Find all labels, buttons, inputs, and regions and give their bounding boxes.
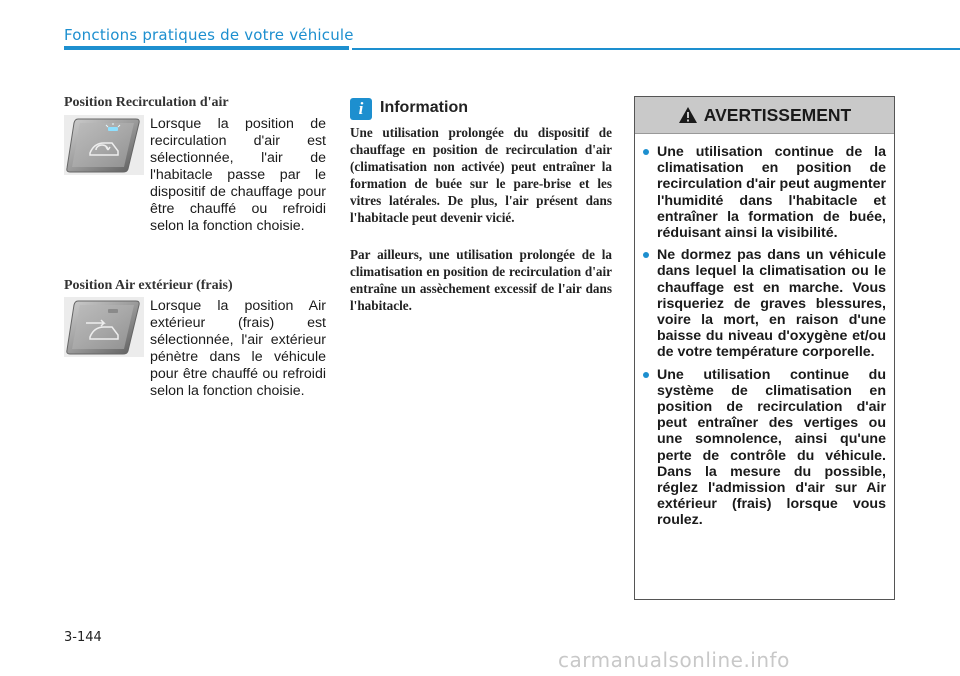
- warning-header: [635, 97, 894, 134]
- bullet-icon: [643, 252, 649, 258]
- outside-air-heading: Position Air extérieur (frais): [64, 278, 233, 293]
- header-rule-left: [64, 46, 349, 50]
- warning-box: [634, 96, 895, 600]
- outside-air-button-image: [64, 297, 144, 357]
- watermark: carmanualsonline.info: [558, 648, 790, 672]
- warning-item-text: Une utilisation continue de la climatisation en position de recirculation d'air peut augmenter l'humidité dans l'habitacle et entraîner la formation de buée, réduisant ainsi la visibilité.: [657, 144, 886, 242]
- outside-air-text: Lorsque la position Air extérieur (frais) est sélectionnée, l'air extérieur pénètre dans le véhicule pour être chauffé ou refroidi selon la fonction choisie.: [150, 298, 326, 399]
- bullet-icon: [643, 372, 649, 378]
- warning-item-text: Une utilisation continue du système de climatisation en position de recirculation d'air peut entraîner des vertiges ou une somnolence, ainsi qu'une perte de contrôle du véhicule. Dans la mesure du possible, réglez l'admission d'air sur Air extérieur (frais) lorsque vous roulez.: [657, 366, 886, 529]
- warning-title: AVERTISSEMENT: [703, 104, 852, 125]
- warning-item-text: Ne dormez pas dans un véhicule dans lequel la climatisation ou le chauffage est en marche. Vous risqueriez de graves blessures, voire la mort, en raison d'une baisse du niveau d'oxygène et/ou de votre température corporelle.: [657, 247, 886, 361]
- information-badge: i: [350, 98, 372, 120]
- information-paragraph: Une utilisation prolongée du dispositif de chauffage en position de recirculation d'air (climatisation non activée) peut entraîner la formation de buée sur le pare-brise et les vitres latérales. De plus, l'air présent dans l'habitacle peut devenir vicié.: [350, 125, 612, 225]
- information-paragraph: Par ailleurs, une utilisation prolongée de la climatisation en position de recirculation d'air entraîne un assèchement excessif de l'air dans l'habitacle.: [350, 247, 612, 313]
- header-title: Fonctions pratiques de votre véhicule: [64, 26, 354, 44]
- bullet-icon: [643, 149, 649, 155]
- information-title: Information: [380, 99, 468, 116]
- warning-triangle-icon: [678, 106, 698, 124]
- recirculation-heading: Position Recirculation d'air: [64, 95, 229, 110]
- warning-item: [643, 144, 886, 241]
- recirculation-button-image: [64, 115, 144, 175]
- warning-item: [643, 247, 886, 360]
- header-rule-right: [352, 48, 960, 50]
- recirculation-text: Lorsque la position de recirculation d'air est sélectionnée, l'air de l'habitacle passe par le dispositif de chauffage pour être chauffé ou refroidi selon la fonction choisie.: [150, 116, 326, 234]
- warning-item: [643, 367, 886, 529]
- warning-list: [635, 134, 894, 529]
- page-number: 3-144: [64, 630, 102, 645]
